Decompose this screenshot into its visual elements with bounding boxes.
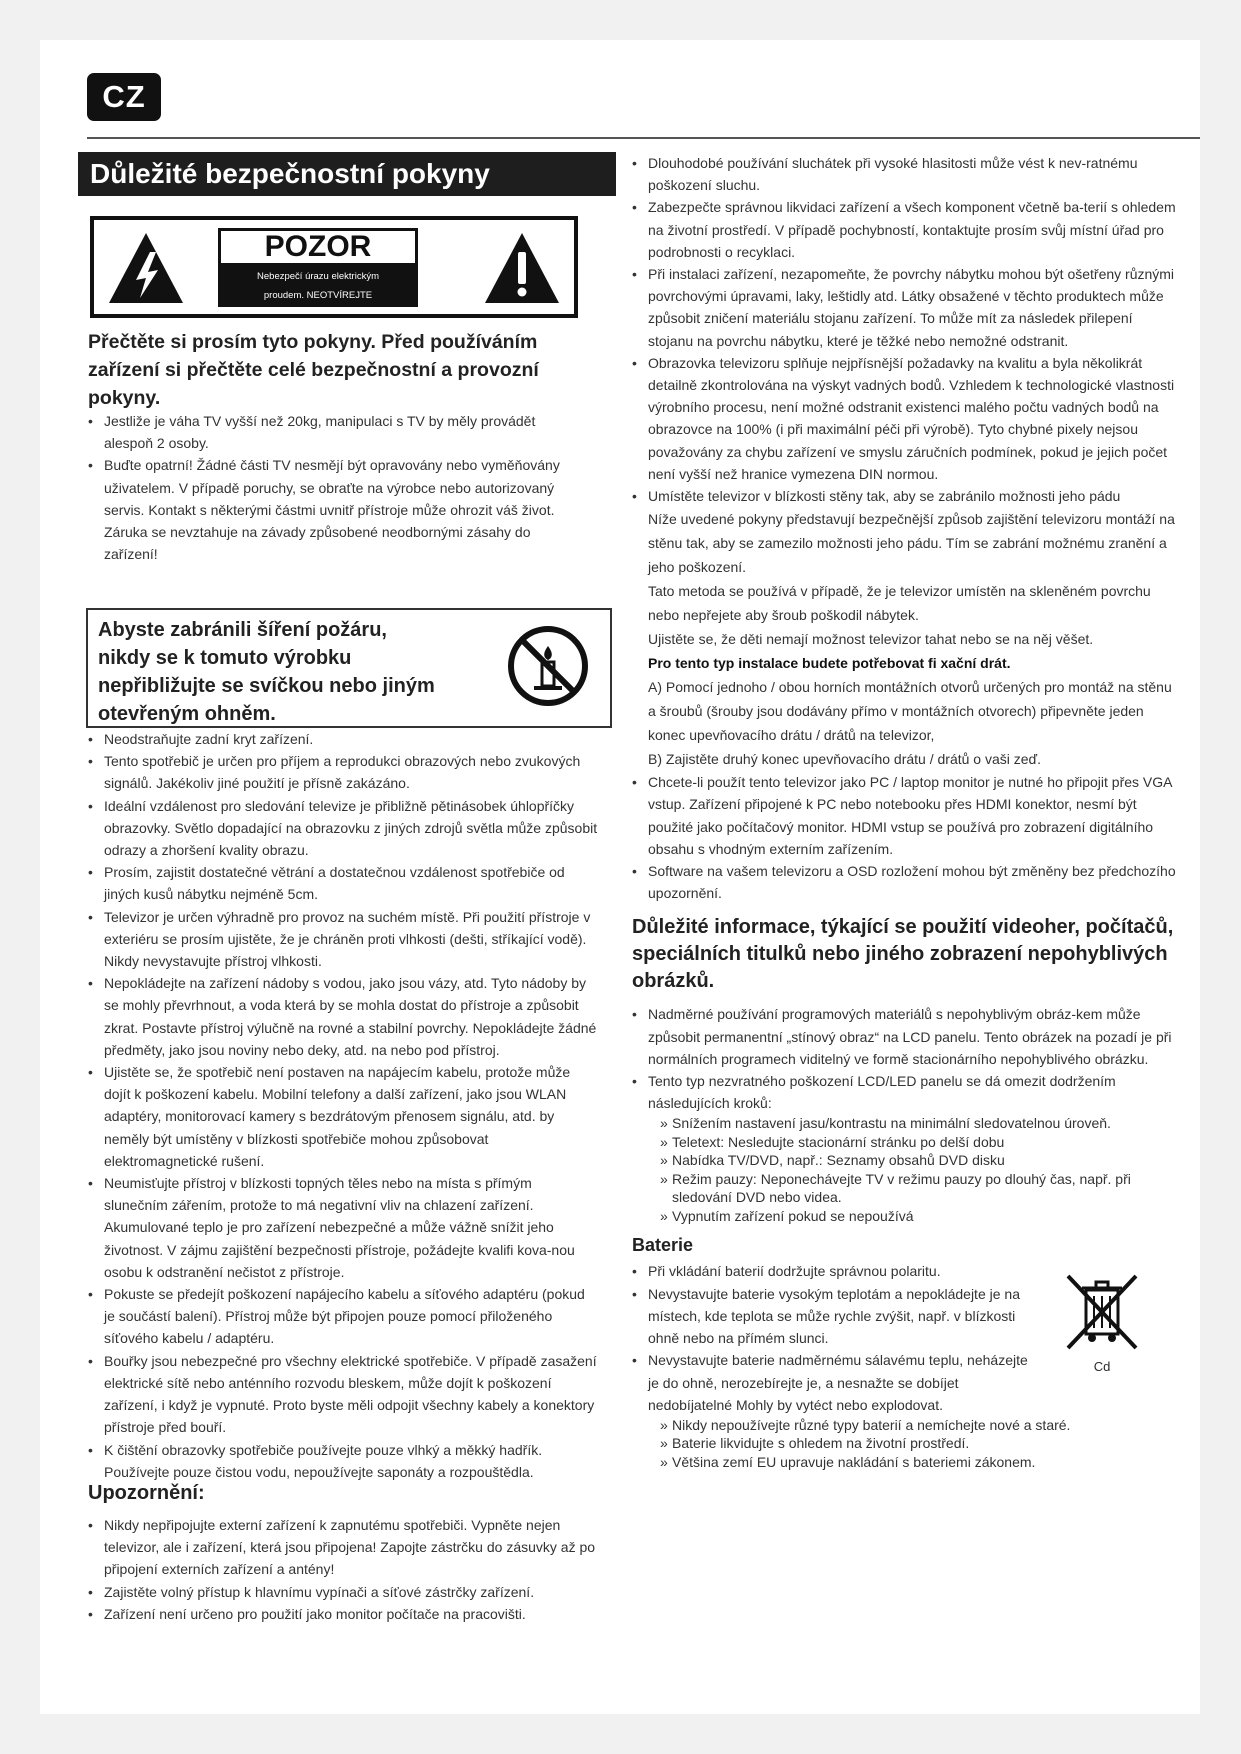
pozor-title: POZOR: [218, 228, 418, 266]
wall-mount-step: B) Zajistěte druhý konec upevňovacího drátu / drátů o vaši zeď.: [648, 751, 1042, 768]
list-item: • Zabezpečte správnou likvidaci zařízení a všech komponent včetně ba-terií s ohledem na životní prostředí. V případě pochybností, kontaktujte prosím svůj místní úřad pro podrobnosti o recyklaci.: [632, 196, 1177, 263]
safety-list-d: [632, 771, 1177, 904]
info-subitem: » Vypnutím zařízení pokud se nepoužívá: [632, 1207, 1177, 1226]
list-item: • Nevystavujte baterie nadměrnému sálavému teplu, neházejte je do ohně, nerozebírejte je, a nesnažte se dobíjet nedobíjatelné Mohly by vytéct nebo explodovat.: [632, 1349, 1032, 1416]
cd-label: Cd: [1093, 1359, 1111, 1375]
list-item: • Tento spotřebič je určen pro příjem a reprodukci obrazových nebo zvukových signálů. Jakékoliv jiné použití je přísně zakázáno.: [88, 750, 598, 794]
list-item: • Při instalaci zařízení, nezapomeňte, že povrchy nábytku mohou být ošetřeny různými povrchovými úpravami, laky, leštidly atd. Látky obsažené v těchto produktech může způsobit zničení materiálu stojanu zařízení. To může mít za následek přilepení stojanu na povrchu nábytku, které je těžké nebo nemožné odstranit.: [632, 263, 1177, 352]
list-item: • Dlouhodobé používání sluchátek při vysoké hlasitosti může vést k nev-ratnému poškození sluchu.: [632, 152, 1177, 196]
info-heading: Důležité informace, týkající se použití videoher, počítačů, speciálních titulků nebo jiného zobrazení nepohyblivých obrázků.: [632, 916, 1174, 993]
info-subitem: » Režim pauzy: Neponechávejte TV v režimu pauzy po dlouhý čas, např. při sledování DVD nebo videa.: [632, 1170, 1177, 1207]
list-item: • Televizor je určen výhradně pro provoz na suchém místě. Při použití přístroje v exteriéru se prosím ujistěte, že je chráněn proti vlhkosti (dešti, stříkající vodě). Nikdy nevystavujte přístroj vlhkosti.: [88, 906, 598, 973]
crossed-bin-icon: [1056, 1266, 1148, 1358]
wall-mount-paragraph: Níže uvedené pokyny představují bezpečnější způsob zajištění televizoru montáží na stěnu tak, aby se zamezilo možnosti jeho pádu. Tím se zabrání možnému zranění a jeho poškození.: [648, 511, 1175, 576]
info-subitem: » Nabídka TV/DVD, např.: Seznamy obsahů DVD disku: [632, 1151, 1177, 1170]
pozor-line-2: proudem. NEOTVÍREJTE: [263, 290, 373, 301]
safety-list-a: [88, 410, 588, 565]
section-title: Důležité bezpečnostní pokyny: [78, 152, 616, 196]
battery-subitem: » Baterie likvidujte s ohledem na životní prostředí.: [632, 1434, 1177, 1453]
pozor-line-1: Nebezpečí úrazu elektrickým: [257, 271, 379, 282]
list-item: • K čištění obrazovky spotřebiče používejte pouze vlhký a měkký hadřík. Používejte pouze čistou vodu, nepoužívejte saponáty a rozpouštědla.: [88, 1439, 598, 1483]
no-open-flame-icon: [506, 624, 590, 708]
exclamation-triangle-icon: [482, 230, 562, 306]
pozor-subtitle: [218, 266, 418, 307]
battery-heading: Baterie: [632, 1235, 694, 1256]
upozorneni-heading: Upozornění:: [88, 1482, 205, 1504]
weee-symbol: [1052, 1266, 1152, 1374]
list-item: • Zajistěte volný přístup k hlavnímu vypínači a síťové zástrčky zařízení.: [88, 1581, 598, 1603]
list-item: • Neodstraňujte zadní kryt zařízení.: [88, 728, 598, 750]
wall-mount-paragraph: Tato metoda se používá v případě, že je televizor umístěn na skleněném povrchu nebo nepřejete aby šroub poškodil nábytek.: [648, 583, 1151, 624]
battery-list: [632, 1260, 1032, 1415]
list-item: • Jestliže je váha TV vyšší než 20kg, manipulaci s TV by měly provádět alespoň 2 osoby.: [88, 410, 588, 454]
safety-list-c: [632, 152, 1177, 507]
list-item: • Buďte opatrní! Žádné části TV nesmějí být opravovány nebo vyměňovány uživatelem. V případě poruchy, se obraťte na výrobce nebo autorizovaný servis. Kontakt s některými částmi uvnitř přístroje může ohrozit váš život. Záruka se nevztahuje na závady způsobené neodbornými zásahy do zařízení!: [88, 454, 588, 565]
info-subitem: » Teletext: Nesledujte stacionární stránku po delší dobu: [632, 1133, 1177, 1152]
list-item: • Obrazovka televizoru splňuje nejpřísnější požadavky na kvalitu a byla několikrát detailně zkontrolována na výskyt vadných bodů. Vzhledem k technologické vlastnosti výrobního procesu, není možné odstranit existenci malého počtu vadných bodů na obrazovce na 100% (i při maximální péči při výrobě). Tyto chybné pixely nejsou považovány za chybu zařízení ve smyslu záručních podmínek, pokud je jejich počet není vyšší než hranice vymezena DIN normou.: [632, 352, 1177, 485]
battery-section: [632, 1260, 1177, 1415]
battery-subitem: » Většina zemí EU upravuje nakládání s bateriemi zákonem.: [632, 1453, 1177, 1472]
wall-mount-paragraph: Ujistěte se, že děti nemají možnost televizor tahat nebo se na něj věšet.: [648, 631, 1094, 648]
safety-list-b: [88, 728, 598, 1483]
list-item: • Nadměrné používání programových materiálů s nepohyblivým obráz-kem může způsobit permanentní „stínový obraz“ na LCD panelu. Tento obrázek na pozadí je při normálních programech viditelný ve formě stacionárního nepohyblivého obrázku.: [632, 1003, 1177, 1070]
pozor-label: [218, 228, 418, 306]
list-item: • Ideální vzdálenost pro sledování televize je přibližně pětinásobek úhlopříčky obrazovky. Světlo dopadající na obrazovku z jiných zdrojů světla může způsobit odrazy a zhoršení kvality obrazu.: [88, 795, 598, 862]
list-item: • Nevystavujte baterie vysokým teplotám a nepokládejte je na místech, kde teplota se může rychle zvýšit, např. v blízkosti ohně nebo na přímém slunci.: [632, 1283, 1032, 1350]
list-item: • Nepokládejte na zařízení nádoby s vodou, jako jsou vázy, atd. Tyto nádoby by se mohly převrhnout, a voda která by se mohla dostat do přístroje a způsobit zkrat. Postavte přístroj výlučně na rovné a stabilní povrchy. Nepokládejte žádné předměty, jako jsou noviny nebo deky, atd. na nebo pod přístroj.: [88, 972, 598, 1061]
wall-mount-step: A) Pomocí jednoho / obou horních montážních otvorů určených pro montáž na stěnu a šroubů (šrouby jsou dodávány přímo v montážních otvorech) připevněte jeden konec upevňovacího drátu / drátů na televizor,: [648, 679, 1172, 744]
list-item: • Zařízení není určeno pro použití jako monitor počítače na pracovišti.: [88, 1603, 598, 1625]
info-list: [632, 1003, 1177, 1114]
list-item: • Pokuste se předejít poškození napájecího kabelu a síťového adaptéru (pokud je součástí balení). Přístroj může být připojen pouze pomocí přiloženého síťového kabelu / adaptéru.: [88, 1283, 598, 1350]
wire-requirement: Pro tento typ instalace budete potřebovat fi xační drát.: [648, 655, 1011, 672]
read-instructions-heading: Přečtěte si prosím tyto pokyny. Před používáním zařízení si přečtěte celé bezpečnostní a provozní pokyny.: [88, 331, 539, 409]
fire-warning-box: [86, 608, 612, 728]
list-item: • Software na vašem televizoru a OSD rozložení mohou být změněny bez předchozího upozornění.: [632, 860, 1177, 904]
electric-shock-warning-label: [90, 216, 578, 318]
list-item: • Bouřky jsou nebezpečné pro všechny elektrické spotřebiče. V případě zasažení elektrické sítě nebo anténního rozvodu bleskem, může dojít k poškození zařízení, i když je vypnuté. Proto byste měli odpojit všechny kabely a konektory přístroje před bouří.: [88, 1350, 598, 1439]
upozorneni-list: [88, 1514, 598, 1625]
list-item: • Prosím, zajistit dostatečné větrání a dostatečnou vzdálenost spotřebiče od jiných kusů nábytku nejméně 5cm.: [88, 861, 598, 905]
list-item: • Neumisťujte přístroj v blízkosti topných těles nebo na místa s přímým slunečním zářením, protože to má negativní vliv na chlazení zařízení. Akumulované teplo je pro zařízení nebezpečné a může vážně snížit jeho životnost. V zájmu zajištění bezpečnosti přístroje, požádejte kvalifi kova-nou osobu k odstranění nečistot z přístroje.: [88, 1172, 598, 1283]
list-item: • Umístěte televizor v blízkosti stěny tak, aby se zabránilo možnosti jeho pádu: [632, 485, 1177, 507]
lightning-triangle-icon: [106, 230, 186, 306]
list-item: • Chcete-li použít tento televizor jako PC / laptop monitor je nutné ho připojit přes VGA vstup. Zařízení připojené k PC nebo notebooku přes HDMI konektor, nesmí být použité jako počítačový monitor. HDMI vstup se používá pro zobrazení digitálního obsahu s vhodným externím zařízením.: [632, 771, 1177, 860]
fire-warning-text: Abyste zabránili šíření požáru, nikdy se k tomuto výrobku nepřibližujte se svíčkou nebo jiným otevřeným ohněm.: [98, 619, 435, 725]
right-column: [632, 152, 1177, 1471]
info-subitem: » Snížením nastavení jasu/kontrastu na minimální sledovatelnou úroveň.: [632, 1114, 1177, 1133]
manual-page: [40, 40, 1200, 1714]
header-rule: [87, 137, 1200, 139]
list-item: • Při vkládání baterií dodržujte správnou polaritu.: [632, 1260, 1032, 1282]
language-badge: CZ: [87, 73, 161, 121]
list-item: • Ujistěte se, že spotřebič není postaven na napájecím kabelu, protože může dojít k poškození kabelu. Mobilní telefony a další zařízení, jako jsou WLAN adaptéry, monitorovací kamery s bezdrátovým přenosem signálu, atd. by neměly být umístěny v blízkosti spotřebiče mohou způsobovat elektromagnetické rušení.: [88, 1061, 598, 1172]
battery-subitem: » Nikdy nepoužívejte různé typy baterií a nemíchejte nové a staré.: [632, 1416, 1177, 1435]
list-item: • Tento typ nezvratného poškození LCD/LED panelu se dá omezit dodržením následujících kroků:: [632, 1070, 1177, 1114]
list-item: • Nikdy nepřipojujte externí zařízení k zapnutému spotřebiči. Vypněte nejen televizor, ale i zařízení, která jsou připojena! Zapojte zástrčku do zásuvky až po připojení externích zařízení a antény!: [88, 1514, 598, 1581]
